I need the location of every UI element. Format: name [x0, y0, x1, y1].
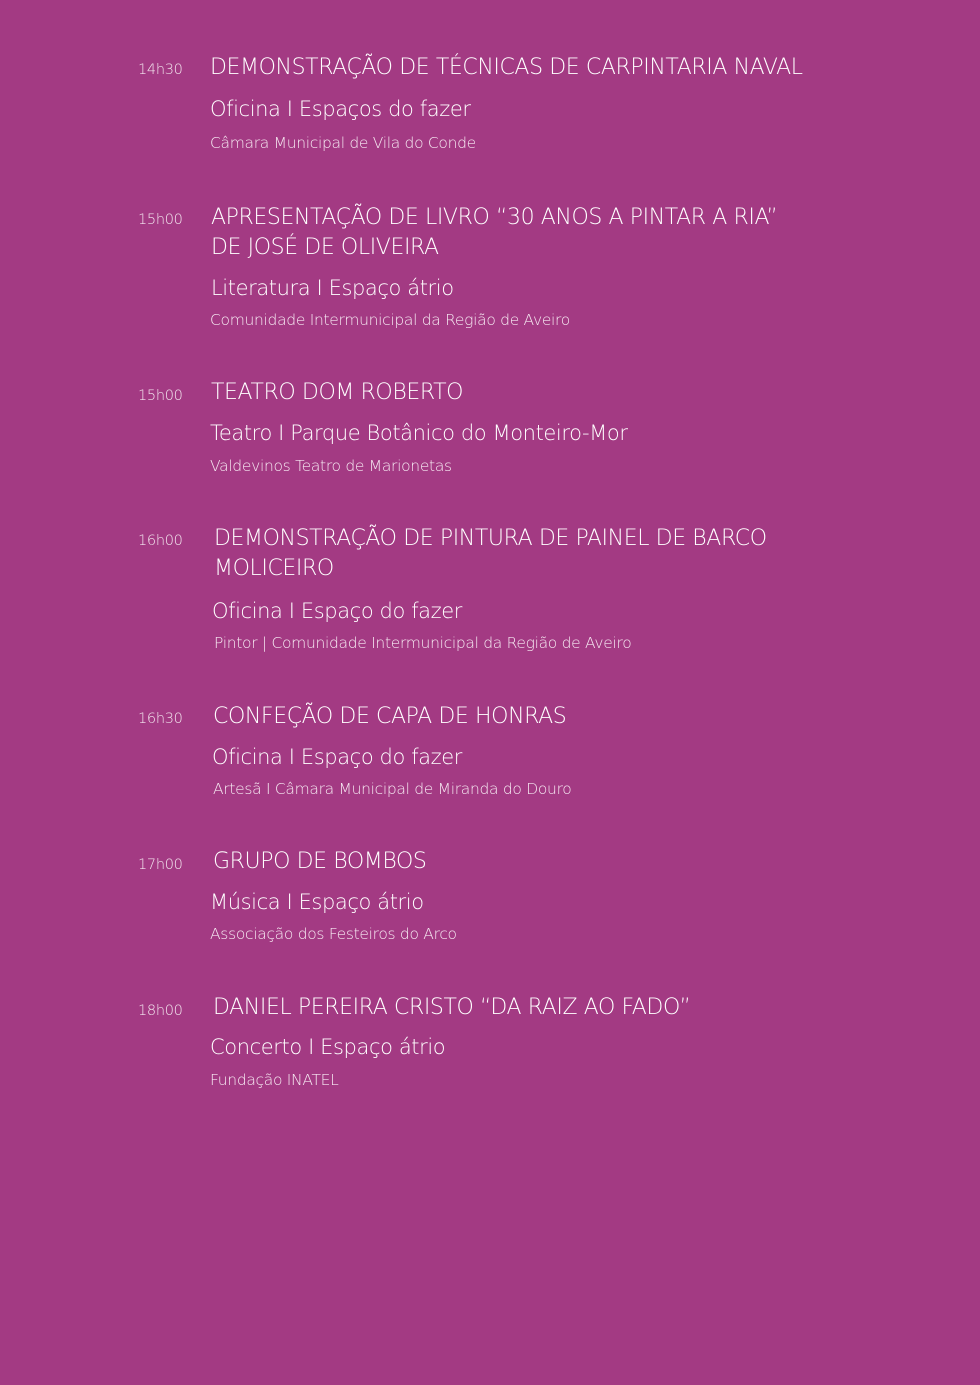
event-time: 17h00 [138, 857, 183, 873]
event-organizer: Valdevinos Teatro de Marionetas [210, 457, 452, 475]
event-time: 18h00 [138, 1003, 183, 1019]
event-category: Concerto I Espaço átrio [210, 1035, 446, 1059]
event-time: 14h30 [138, 62, 183, 78]
event-organizer: Comunidade Intermunicipal da Região de Aveiro [210, 311, 570, 329]
event-title-line-2: MOLICEIRO [214, 556, 334, 581]
event-title: DANIEL PEREIRA CRISTO “DA RAIZ AO FADO” [213, 995, 691, 1020]
event-category: Literatura I Espaço átrio [211, 276, 454, 300]
event-category: Teatro I Parque Botânico do Monteiro-Mor [210, 421, 628, 445]
event-time: 15h00 [138, 212, 183, 228]
event-time: 15h00 [138, 388, 183, 404]
event-title-line-2: DE JOSÉ DE OLIVEIRA [211, 235, 439, 260]
event-title: TEATRO DOM ROBERTO [211, 380, 464, 405]
event-category: Oficina I Espaço do fazer [212, 745, 463, 769]
event-title: DEMONSTRAÇÃO DE TÉCNICAS DE CARPINTARIA NAVAL [210, 55, 803, 80]
event-organizer: Câmara Municipal de Vila do Conde [210, 134, 476, 152]
event-organizer: Pintor | Comunidade Intermunicipal da Região de Aveiro [214, 634, 632, 652]
event-organizer: Artesã I Câmara Municipal de Miranda do Douro [213, 780, 572, 798]
event-title-line-1: APRESENTAÇÃO DE LIVRO “30 ANOS A PINTAR A RIA” [211, 205, 778, 230]
event-category: Oficina I Espaços do fazer [210, 97, 471, 121]
event-organizer: Fundação INATEL [210, 1071, 339, 1089]
event-time: 16h00 [138, 533, 183, 549]
event-category: Música I Espaço átrio [210, 890, 424, 914]
event-category: Oficina I Espaço do fazer [212, 599, 463, 623]
event-title: CONFEÇÃO DE CAPA DE HONRAS [213, 704, 567, 729]
event-title: GRUPO DE BOMBOS [213, 849, 427, 874]
event-organizer: Associação dos Festeiros do Arco [210, 925, 457, 943]
event-title-line-1: DEMONSTRAÇÃO DE PINTURA DE PAINEL DE BARCO [214, 526, 767, 551]
event-time: 16h30 [138, 711, 183, 727]
